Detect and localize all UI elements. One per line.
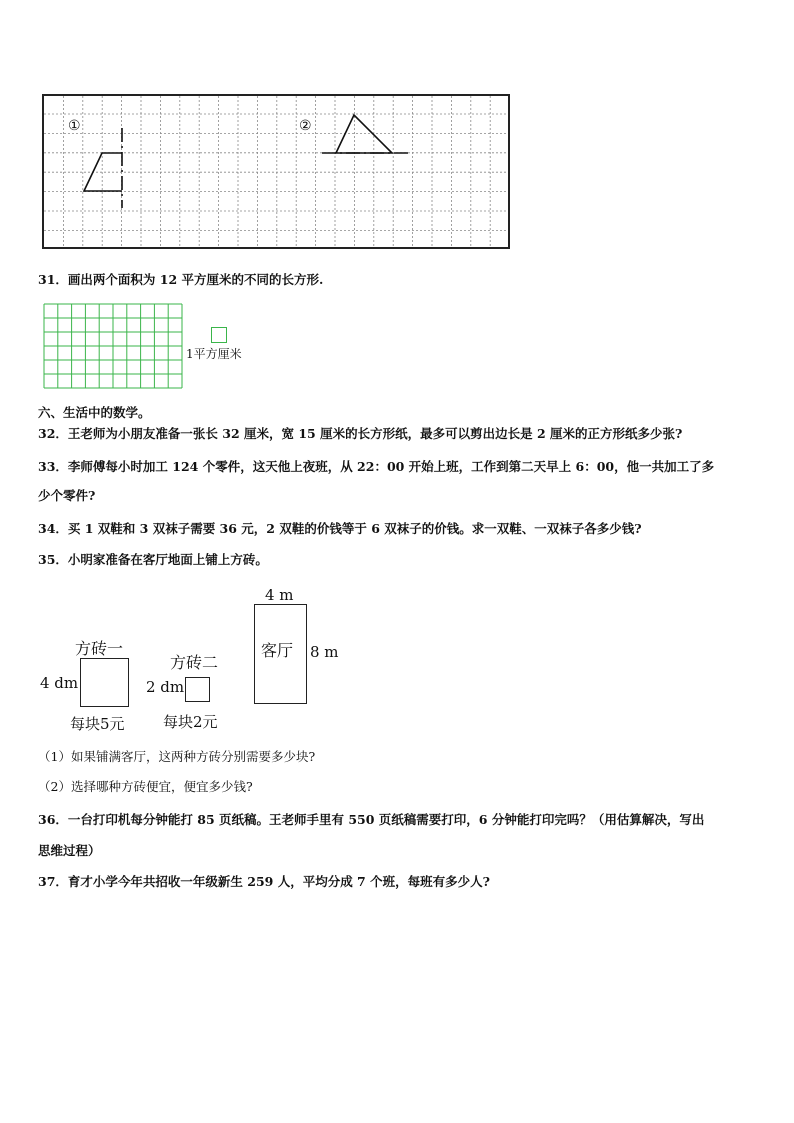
tile2-side-label: 2 dm [146,678,185,696]
unit-square-label: 1平方厘米 [186,347,242,361]
section-heading-6: 六、生活中的数学。 [38,405,151,420]
area-grid-10x6 [44,304,184,388]
question-36-line1: 36．一台打印机每分钟能打 85 页纸稿。王老师手里有 550 页纸稿需要打印，6 分钟能打印完吗？（用估算解决，写出 [38,812,705,827]
room-label: 客厅 [261,641,294,660]
tile1-square [80,658,129,707]
question-32: 32．王老师为小朋友准备一张长 32 厘米，宽 15 厘米的长方形纸，最多可以剪出边长是 2 厘米的正方形纸多少张? [38,426,683,441]
tile1-title: 方砖一 [75,639,124,658]
tile2-price: 每块2元 [163,713,218,731]
tile2-square [185,677,210,702]
tile1-price: 每块5元 [70,715,125,733]
room-width-label: 4 m [265,586,294,604]
question-31: 31．画出两个面积为 12 平方厘米的不同的长方形. [38,272,324,287]
question-35-sub1: （1）如果铺满客厅，这两种方砖分别需要多少块? [38,749,316,764]
figure-label-2: ② [299,118,312,134]
figure-label-1: ① [68,118,81,134]
tile2-title: 方砖二 [170,653,219,672]
dotted-grid [44,96,508,247]
question-35: 35．小明家准备在客厅地面上铺上方砖。 [38,552,268,567]
shape-2 [336,115,392,153]
question-36-line2: 思维过程） [38,843,101,858]
question-33-line2: 少个零件? [38,488,96,503]
question-37: 37．育才小学今年共招收一年级新生 259 人，平均分成 7 个班，每班有多少人? [38,874,490,889]
tile1-side-label: 4 dm [40,674,79,692]
room-length-label: 8 m [310,643,339,661]
question-34: 34．买 1 双鞋和 3 双袜子需要 36 元，2 双鞋的价钱等于 6 双袜子的价钱。求一双鞋、一双袜子各多少钱? [38,521,642,536]
question-35-sub2: （2）选择哪种方砖便宜，便宜多少钱? [38,779,253,794]
unit-square [211,327,227,343]
question-33-line1: 33．李师傅每小时加工 124 个零件，这天他上夜班，从 22：00 开始上班，工作到第二天早上 6：00，他一共加工了多 [38,459,715,474]
symmetry-grid-figure [42,94,510,249]
